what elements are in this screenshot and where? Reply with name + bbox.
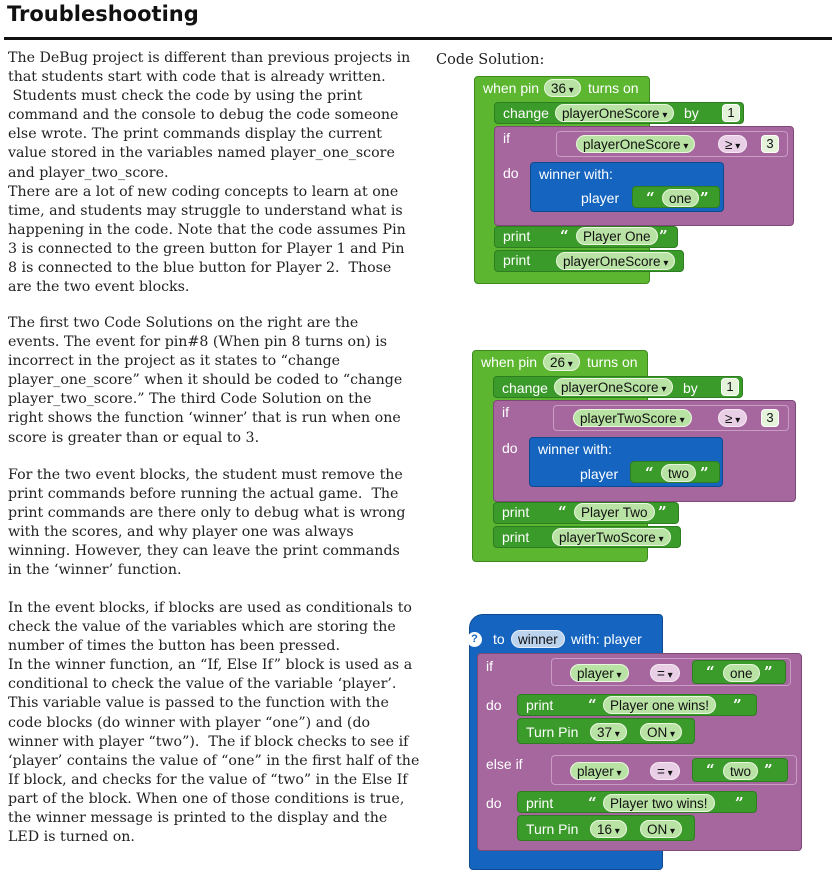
winner-with-label: winner with:: [538, 441, 612, 457]
print-label: print: [503, 252, 531, 268]
print-label: print: [526, 795, 554, 811]
to-label: to: [493, 631, 505, 647]
pin-dropdown[interactable]: 26 ▾: [543, 353, 580, 371]
text-line: The first two Code Solutions on the right are the: [8, 315, 359, 331]
text-line: In the winner function, an “If, Else If” block is used as a: [8, 657, 413, 674]
operator-dropdown[interactable]: = ▾: [650, 762, 680, 780]
compare-variable-dropdown[interactable]: player ▾: [570, 762, 629, 780]
open-quote: “: [645, 464, 654, 482]
text-line: print commands are there only to debug what is wrong: [8, 505, 406, 522]
code-solution-label: Code Solution:: [436, 52, 545, 68]
compare-variable-dropdown[interactable]: player ▾: [570, 664, 629, 682]
variable-dropdown[interactable]: playerOneScore ▾: [554, 378, 673, 396]
turns-on-label: turns on: [587, 354, 638, 370]
close-quote: ”: [733, 696, 742, 714]
when-pin-label: when pin: [483, 80, 540, 96]
paragraph-events: [8, 314, 410, 448]
text-line: In the event blocks, if blocks are used as conditionals to: [8, 600, 412, 616]
by-label: by: [684, 105, 699, 121]
text-line: 3 is connected to the green button for Player 1 and Pin: [8, 240, 405, 257]
if-label: if: [503, 130, 510, 146]
print-variable-dropdown[interactable]: playerTwoScore ▾: [552, 528, 671, 546]
text-line: print commands before running the actual game. The: [8, 486, 399, 503]
text-line: score is greater than or equal to 3.: [8, 429, 260, 446]
text-line: that students start with code that is already written.: [8, 69, 386, 86]
compare-variable-dropdown[interactable]: playerTwoScore ▾: [573, 409, 692, 427]
variable-dropdown[interactable]: playerOneScore ▾: [555, 104, 674, 122]
change-label: change: [502, 380, 548, 396]
operator-dropdown[interactable]: ≥ ▾: [718, 409, 747, 427]
text-line: are the two event blocks.: [8, 279, 190, 296]
text-line: right shows the function ‘winner’ that is run when one: [8, 410, 401, 427]
text-line: and player_two_score.: [8, 164, 169, 181]
if-label: if: [486, 658, 493, 674]
pin-dropdown[interactable]: 37 ▾: [590, 723, 627, 741]
amount-value[interactable]: 1: [721, 378, 739, 396]
text-line: code blocks (do winner with player “one”) and (do: [8, 714, 371, 731]
text-line: This variable value is passed to the function with the: [8, 695, 389, 712]
text-line: LED is turned on.: [8, 829, 135, 846]
pin-dropdown[interactable]: 16 ▾: [590, 820, 627, 838]
text-line: 8 is connected to the blue button for Player 2. Those: [8, 260, 392, 277]
text-line: For the two event blocks, the student must remove the: [8, 467, 403, 483]
text-value[interactable]: two: [661, 464, 696, 482]
text-line: in the ‘winner’ function.: [8, 562, 182, 579]
player-param-label: player: [581, 190, 620, 206]
close-quote: ”: [735, 794, 744, 812]
winner-with-label: winner with:: [539, 166, 613, 182]
open-quote: “: [588, 794, 597, 812]
text-line: Students must check the code by using the print: [8, 88, 363, 105]
close-quote: ”: [700, 464, 709, 482]
text-line: events. The event for pin#8 (When pin 8 turns on) is: [8, 334, 388, 351]
paragraph-print-commands: [8, 466, 410, 581]
paragraph-conditionals: [8, 599, 420, 847]
do-label: do: [486, 697, 502, 713]
turn-pin-label: Turn Pin: [526, 724, 579, 740]
text-line: with the scores, and why player one was always: [8, 524, 354, 541]
page-title: Troubleshooting: [7, 2, 199, 26]
text-line: winning. However, they can leave the print commands: [8, 543, 400, 560]
text-value[interactable]: one: [723, 664, 760, 682]
text-line: the winner message is printed to the display and the: [8, 810, 388, 827]
print-text-value[interactable]: Player one wins!: [603, 696, 716, 714]
text-line: If block, and checks for the value of “two” in the Else If: [8, 771, 408, 788]
text-line: conditional to check the value of the variable ‘player’.: [8, 676, 397, 693]
text-line: check the value of the variables which are storing the: [8, 619, 396, 636]
change-label: change: [503, 105, 549, 121]
text-line: incorrect in the project as it states to “change: [8, 353, 341, 370]
open-quote: “: [706, 761, 715, 779]
title-divider: [4, 37, 832, 40]
print-text-value[interactable]: Player One: [576, 227, 658, 245]
text-line: command and the console to debug the code someone: [8, 107, 399, 124]
by-label: by: [683, 380, 698, 396]
close-quote: ”: [658, 503, 667, 521]
if-label: if: [502, 404, 509, 420]
open-quote: “: [560, 227, 569, 245]
else-if-label: else if: [486, 756, 523, 772]
text-line: part of the block. When one of those conditions is true,: [8, 790, 405, 807]
close-quote: ”: [659, 227, 668, 245]
state-dropdown[interactable]: ON ▾: [640, 723, 682, 741]
text-line: number of times the button has been pressed.: [8, 638, 340, 655]
close-quote: ”: [700, 189, 709, 207]
compare-variable-dropdown[interactable]: playerOneScore ▾: [576, 135, 695, 153]
print-text-value[interactable]: Player two wins!: [603, 794, 715, 812]
turn-pin-label: Turn Pin: [526, 821, 579, 837]
open-quote: “: [558, 503, 567, 521]
text-line: ‘player’ contains the value of “one” in the first half of the: [8, 752, 420, 769]
text-line: The DeBug project is different than previous projects in: [8, 50, 411, 66]
text-line: There are a lot of new coding concepts to learn at one: [8, 183, 399, 200]
do-label: do: [486, 795, 502, 811]
print-label: print: [502, 529, 530, 545]
amount-value[interactable]: 1: [722, 104, 740, 122]
do-label: do: [502, 440, 518, 456]
text-line: player_two_score.” The third Code Solution on the: [8, 391, 372, 408]
text-line: winner with player “two”). The if block checks to see if: [8, 733, 409, 750]
state-dropdown[interactable]: ON ▾: [640, 820, 682, 838]
open-quote: “: [646, 189, 655, 207]
print-text-value[interactable]: Player Two: [574, 503, 655, 521]
when-pin-label: when pin: [481, 354, 538, 370]
player-param-label: player: [580, 466, 619, 482]
help-icon[interactable]: ?: [467, 632, 482, 647]
text-line: value stored in the variables named player_one_score: [8, 145, 395, 162]
compare-value[interactable]: 3: [761, 409, 779, 427]
open-quote: “: [588, 696, 597, 714]
print-label: print: [503, 228, 531, 244]
operator-dropdown[interactable]: = ▾: [650, 664, 680, 682]
do-label: do: [503, 165, 519, 181]
pin-dropdown[interactable]: 36 ▾: [544, 79, 581, 97]
close-quote: ”: [764, 663, 773, 681]
compare-value[interactable]: 3: [761, 135, 779, 153]
print-label: print: [526, 697, 554, 713]
text-value[interactable]: two: [723, 762, 758, 780]
close-quote: ”: [764, 761, 773, 779]
text-line: player_one_score” when it should be coded to “change: [8, 372, 403, 389]
print-variable-dropdown[interactable]: playerOneScore ▾: [556, 252, 675, 270]
text-line: happening in the code. Note that the code assumes Pin: [8, 221, 406, 238]
print-label: print: [502, 504, 530, 520]
operator-dropdown[interactable]: ≥ ▾: [718, 135, 747, 153]
turns-on-label: turns on: [588, 80, 639, 96]
open-quote: “: [706, 663, 715, 681]
text-line: else wrote. The print commands display the current: [8, 126, 382, 143]
function-name[interactable]: winner: [511, 630, 565, 648]
text-value[interactable]: one: [662, 189, 699, 207]
text-line: time, and students may struggle to understand what is: [8, 202, 403, 219]
paragraph-intro: [8, 49, 410, 297]
with-player-label: with: player: [571, 631, 642, 647]
